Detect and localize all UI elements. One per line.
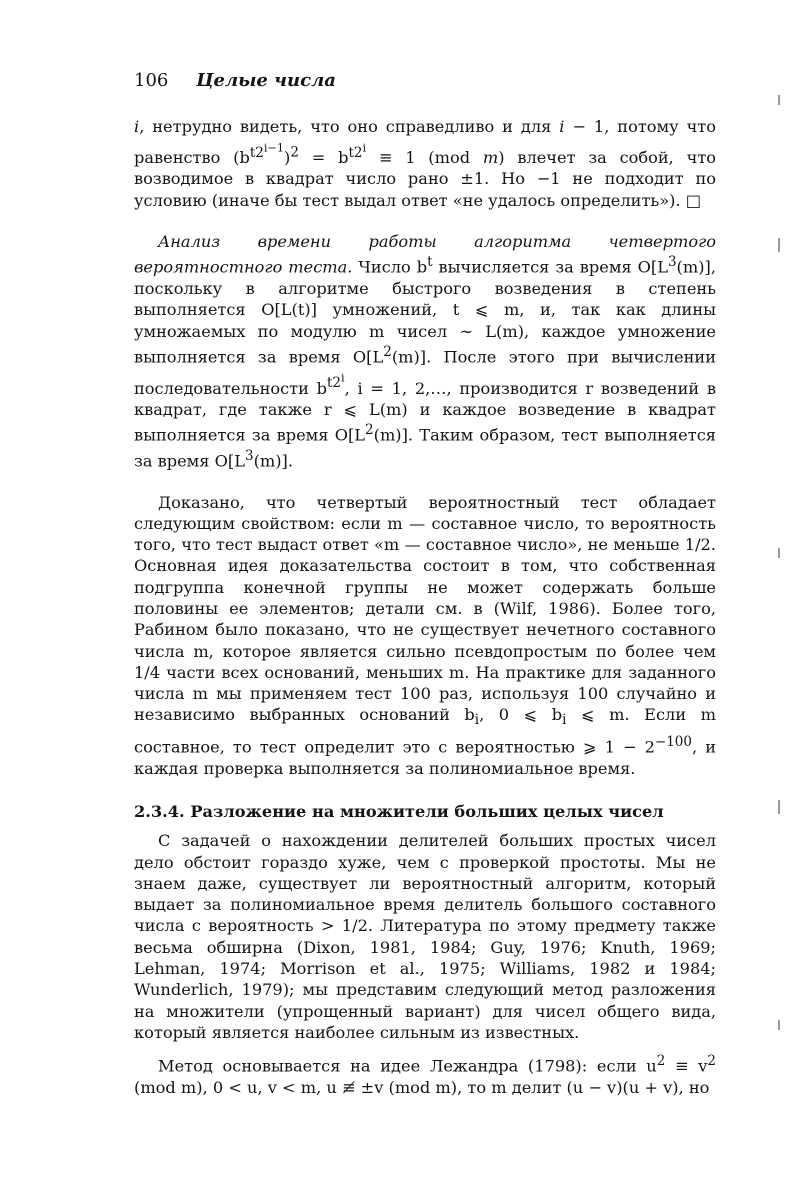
text-span: ⩽ m. Если m составное, то тест определит это с вероятностью ⩾ 1 − 2 [134, 705, 716, 757]
text-span: Доказано, что четвертый вероятностный тест обладает следующим свойством: если m — составное число, то вероятность того, что тест выдаст ответ «m — составное число», не меньше 1/2. Основная идея доказательства состоит в том, что собственная подгруппа конечной группы не может содержать больше половины ее элементов; детали см. в (Wilf, 1986). Более того, Рабином было показано, что не существует нечетного составного числа m, которое является сильно псевдопростым по более чем 1/4 части всех оснований, меньших m. На практике для заданного числа m мы применяем тест 100 раз, используя 100 случайно и независимо выбранных оснований b [134, 492, 716, 725]
scan-mark [778, 1020, 780, 1030]
paragraph-time-analysis [134, 231, 716, 471]
text-span: i−1 [263, 141, 285, 155]
text-span: , и каждая проверка выполняется за полиномиальное время. [134, 737, 716, 778]
text-span: (mod m), 0 < u, v < m, u ≢ ±v (mod m), то m делит (u − v)(u + v), но [134, 1077, 710, 1097]
text-span: , 0 ⩽ b [479, 705, 563, 725]
text-span: − 1, потому что равенство (b [134, 117, 716, 168]
page-number: 106 [134, 70, 169, 91]
text-span: −100 [654, 734, 692, 750]
text-span: ≡ 1 (mod [366, 148, 483, 168]
text-span: вычисляется за время O[L [432, 257, 668, 277]
text-span: , i = 1, 2,…, производится r возведений в квадрат, где также r ⩽ L(m) и каждое возведение в квадрат выполняется за время O[L [134, 378, 716, 445]
scan-mark [778, 548, 780, 558]
text-span: ≡ v [665, 1056, 708, 1076]
text-span: ) влечет за собой, что возводимое в квадрат число рано ±1. Но −1 не подходит по условию (иначе бы тест выдал ответ «не удалось определить»). [134, 148, 717, 210]
paragraph-factoring-intro [134, 830, 716, 1043]
text-span: (m)]. После этого при вычислении последовательности b [134, 347, 716, 398]
text-span: i [134, 117, 140, 136]
paragraph-legendre [134, 1051, 716, 1098]
scan-mark [778, 800, 780, 814]
scan-mark [778, 95, 780, 105]
text-span: , нетрудно видеть, что оно справедливо и для [139, 117, 560, 136]
page-body [134, 116, 716, 1098]
text-span: i [341, 371, 345, 385]
qed-symbol: □ [685, 190, 702, 210]
text-span: t [427, 254, 433, 271]
paragraph-proof-end [134, 116, 716, 211]
text-span: (m)], поскольку в алгоритме быстрого возведения в степень выполняется O[L(t)] умножений, t ⩽ m, и, так как длины умножаемых по модулю m чисел ∼ L(m), каждое умножение выполняется за время O[L [134, 257, 716, 367]
text-span: = b [298, 148, 349, 168]
text-span: t2 [327, 375, 342, 392]
text-span: i [562, 712, 567, 729]
text-span: 2 [365, 422, 374, 439]
text-span: 3 [667, 254, 677, 271]
text-span: 2 [290, 144, 299, 161]
text-span: Анализ времени работы алгоритма четвертого вероятностного теста. [134, 232, 716, 277]
paragraph-probability [134, 492, 716, 779]
section-title: Разложение на множители больших целых чисел [190, 801, 664, 821]
page-header [134, 70, 336, 92]
text-span: Число b [352, 257, 428, 277]
text-span: i [474, 712, 480, 729]
text-span: (m)]. [253, 451, 294, 471]
text-span: t2 [249, 144, 264, 161]
text-span: 2 [383, 343, 392, 360]
text-span: 2 [656, 1053, 666, 1070]
running-title: Целые числа [196, 70, 336, 91]
text-span: t2 [348, 144, 363, 161]
text-span: (m)]. Таким образом, тест выполняется за время O[L [134, 425, 716, 471]
scan-mark [778, 238, 780, 252]
text-span: ) [284, 148, 291, 168]
text-span: i [362, 141, 367, 155]
text-span: С задачей о нахождении делителей больших простых чисел дело обстоит гораздо хуже, чем с проверкой простоты. Мы не знаем даже, существует ли вероятностный алгоритм, который выдает за полиномиальное время делитель большого составного числа с вероятность > 1/2. Литература по этому предмету также весьма обширна (Dixon, 1981, 1984; Guy, 1976; Knuth, 1969; Lehman, 1974; Morrison et al., 1975; Williams, 1982 и 1984; Wunderlich, 1979); мы представим следующий метод разложения на множители (упрощенный вариант) для чисел общего вида, который является наиболее сильным из известных. [134, 831, 716, 1042]
text-span: i [559, 117, 565, 136]
text-span: 3 [244, 447, 254, 464]
section-heading [134, 801, 716, 822]
text-span: 2 [707, 1053, 717, 1070]
text-span: m [482, 148, 499, 168]
text-span: Метод основывается на идее Лежандра (1798): если u [158, 1056, 657, 1076]
section-number: 2.3.4. [134, 801, 185, 821]
